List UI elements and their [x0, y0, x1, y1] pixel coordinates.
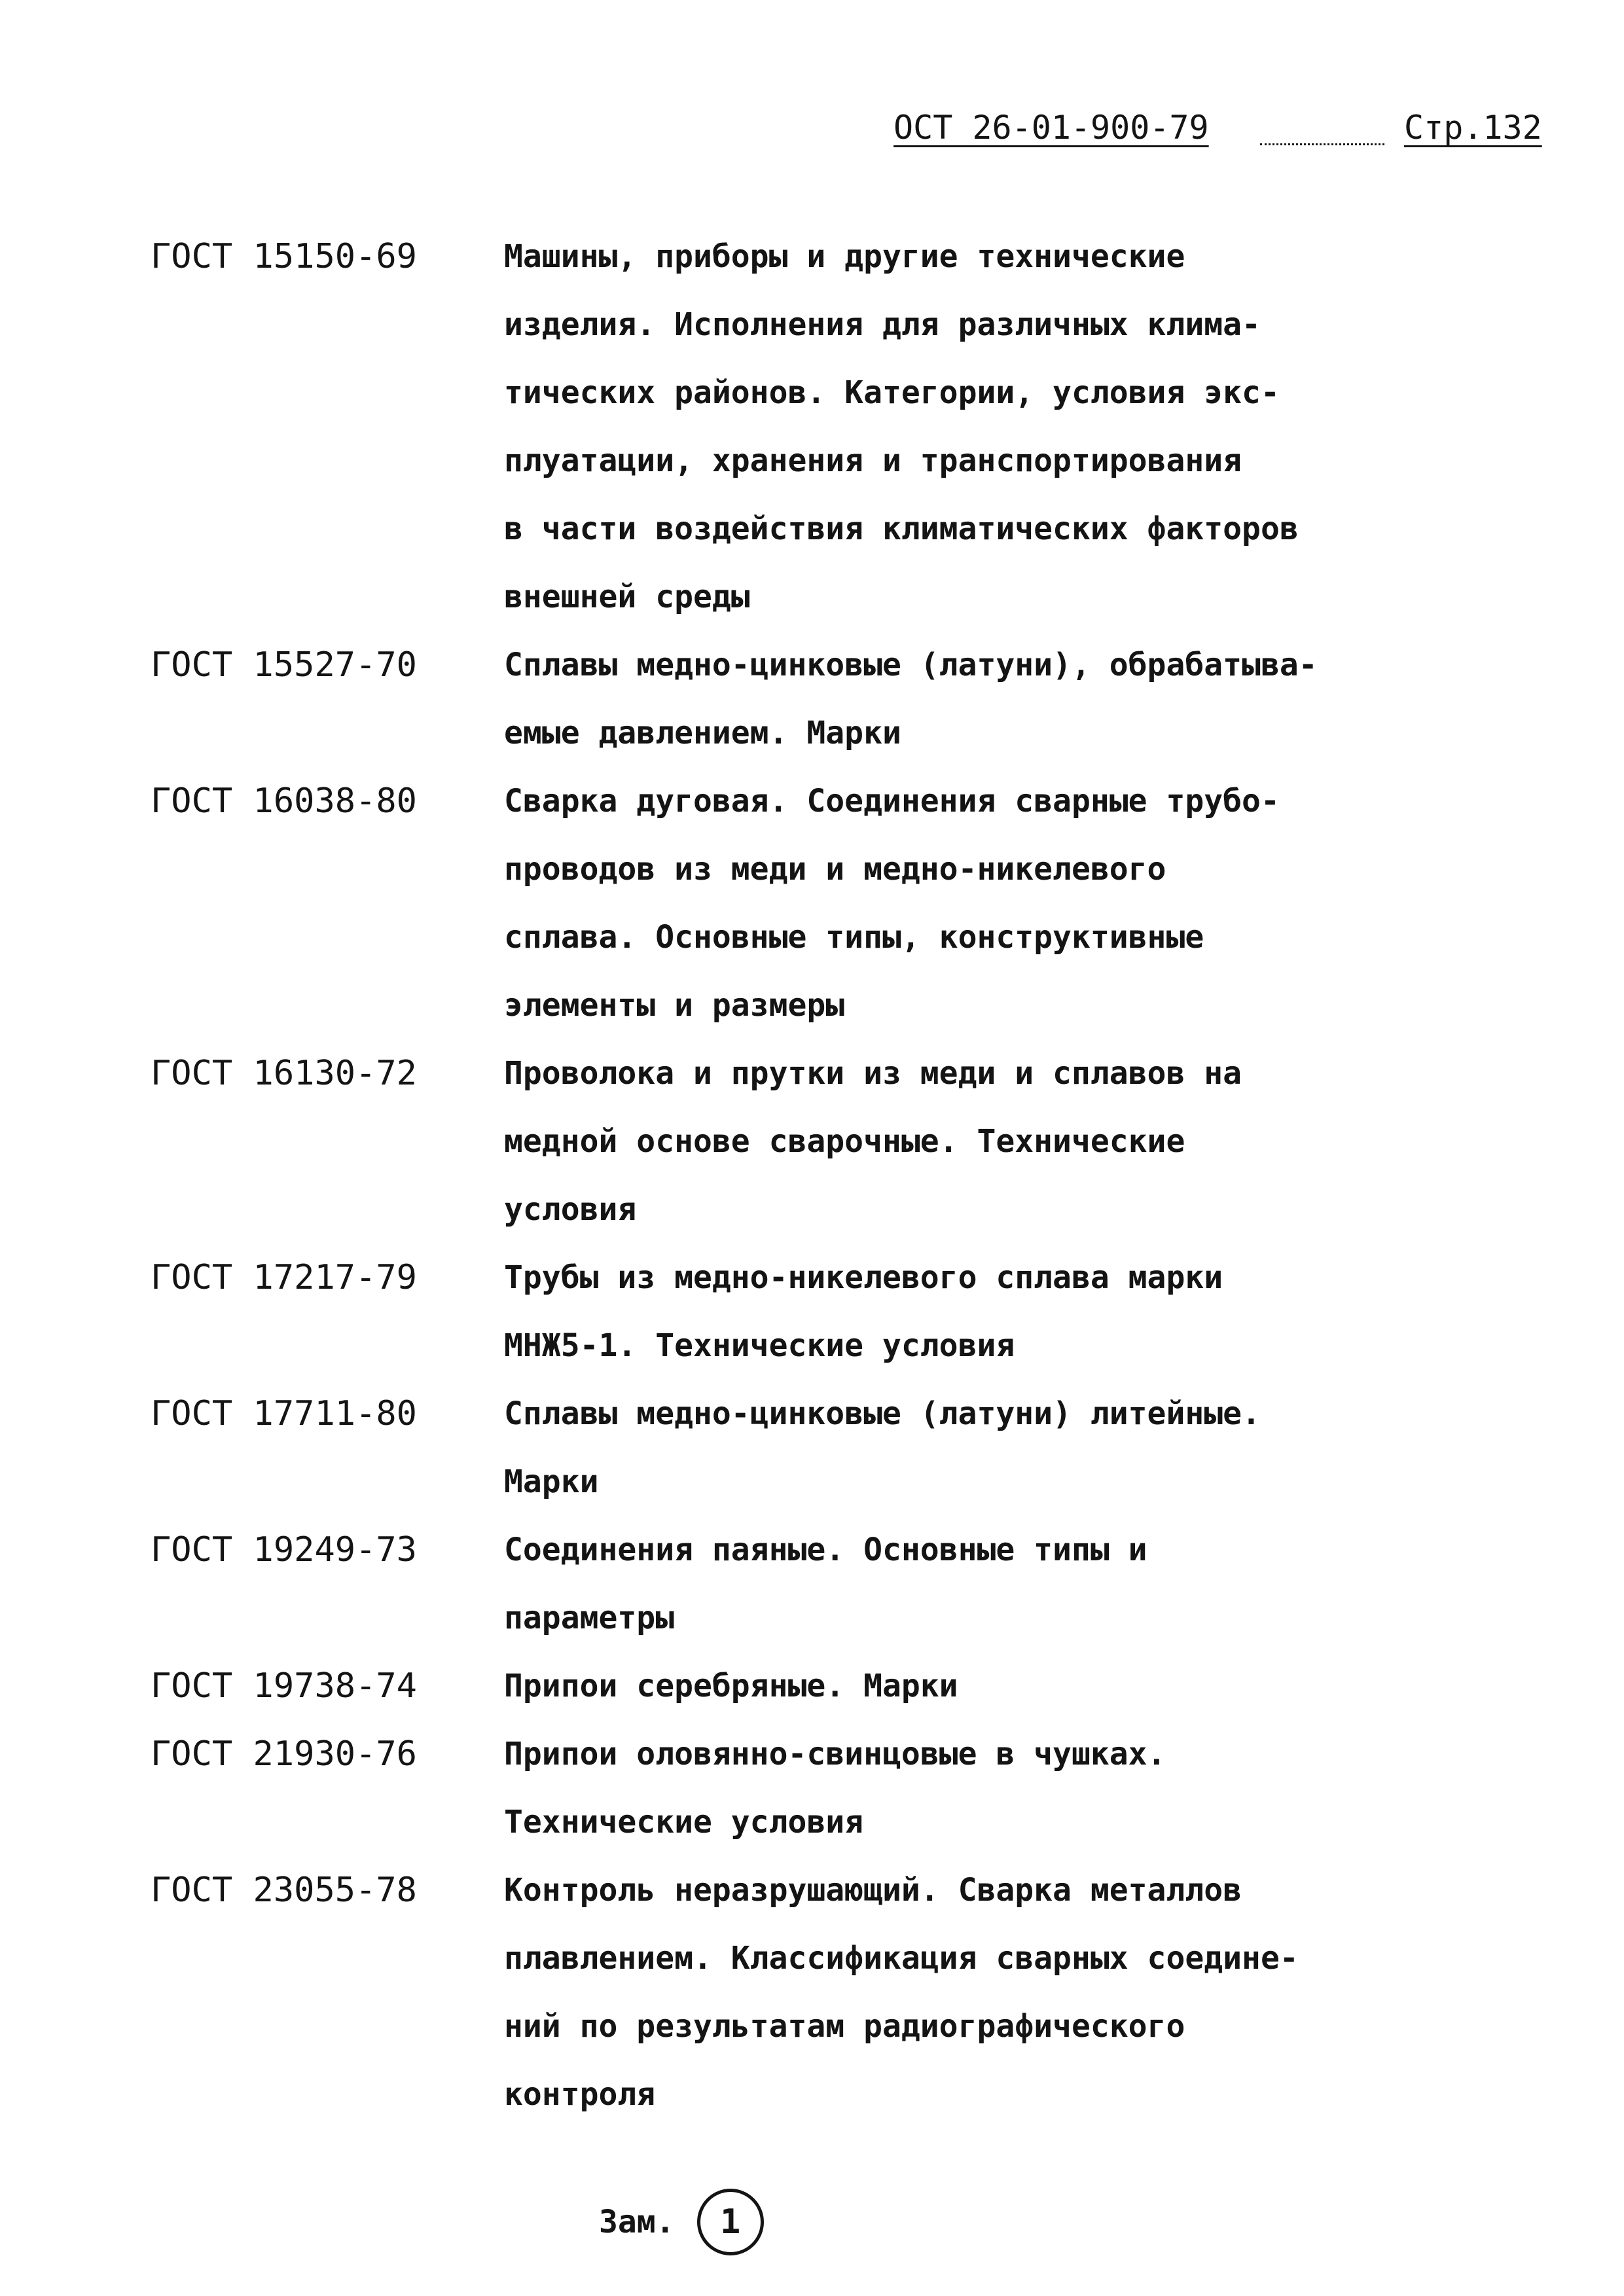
page-header: [893, 101, 1542, 154]
standard-title: Сварка дуговая. Соединения сварные трубо- проводов из меди и медно-никелевого сплава. Основные типы, конструктивные элементы и размеры: [504, 783, 1280, 1024]
standard-code: ГОСТ 17711-80: [151, 1394, 417, 1433]
standard-code: ГОСТ 15150-69: [151, 237, 417, 276]
standard-code: ГОСТ 21930-76: [151, 1734, 417, 1774]
list-item: [0, 1039, 1624, 1244]
standard-code: ГОСТ 17217-79: [151, 1258, 417, 1297]
document-code: ОСТ 26-01-900-79: [893, 109, 1209, 147]
standard-code: ГОСТ 19738-74: [151, 1666, 417, 1706]
standard-title: Сплавы медно-цинковые (латуни) литейные. Марки: [504, 1395, 1261, 1500]
header-dotted-rule: [1260, 143, 1384, 145]
standard-title: Сплавы медно-цинковые (латуни), обрабатыва- емые давлением. Марки: [504, 647, 1318, 751]
standard-title: Машины, приборы и другие технические изделия. Исполнения для различных клима- тических районов. Категории, условия экс- плуатации, хранения и транспортирования в части воздействия климатических факторов внешней среды: [504, 238, 1299, 615]
list-item: [0, 1652, 1624, 1720]
list-item: [0, 1516, 1624, 1652]
page-footer: [599, 2189, 764, 2255]
standard-code: ГОСТ 16038-80: [151, 781, 417, 821]
list-item: [0, 1244, 1624, 1380]
standard-code: ГОСТ 16130-72: [151, 1054, 417, 1093]
standard-code: ГОСТ 19249-73: [151, 1530, 417, 1570]
standard-title: Проволока и прутки из меди и сплавов на медной основе сварочные. Технические условия: [504, 1055, 1242, 1228]
standard-title: Припои серебряные. Марки: [504, 1668, 958, 1704]
page-number: Стр.132: [1404, 109, 1542, 147]
amendment-number-circle: 1: [697, 2189, 764, 2255]
list-item: [0, 1720, 1624, 1856]
amendment-label: Зам.: [599, 2204, 675, 2240]
standard-title: Соединения паяные. Основные типы и параметры: [504, 1532, 1147, 1636]
list-item: [0, 1856, 1624, 2128]
list-item: [0, 767, 1624, 1039]
standards-list: [0, 223, 1624, 2128]
list-item: [0, 631, 1624, 767]
standard-code: ГОСТ 23055-78: [151, 1871, 417, 1910]
standard-title: Контроль неразрушающий. Сварка металлов плавлением. Классификация сварных соедине- ний по результатам радиографического контроля: [504, 1872, 1299, 2113]
standard-title: Припои оловянно-свинцовые в чушках. Технические условия: [504, 1736, 1166, 1840]
list-item: [0, 1380, 1624, 1516]
list-item: [0, 223, 1624, 631]
standard-code: ГОСТ 15527-70: [151, 645, 417, 685]
standard-title: Трубы из медно-никелевого сплава марки МНЖ5-1. Технические условия: [504, 1259, 1223, 1364]
